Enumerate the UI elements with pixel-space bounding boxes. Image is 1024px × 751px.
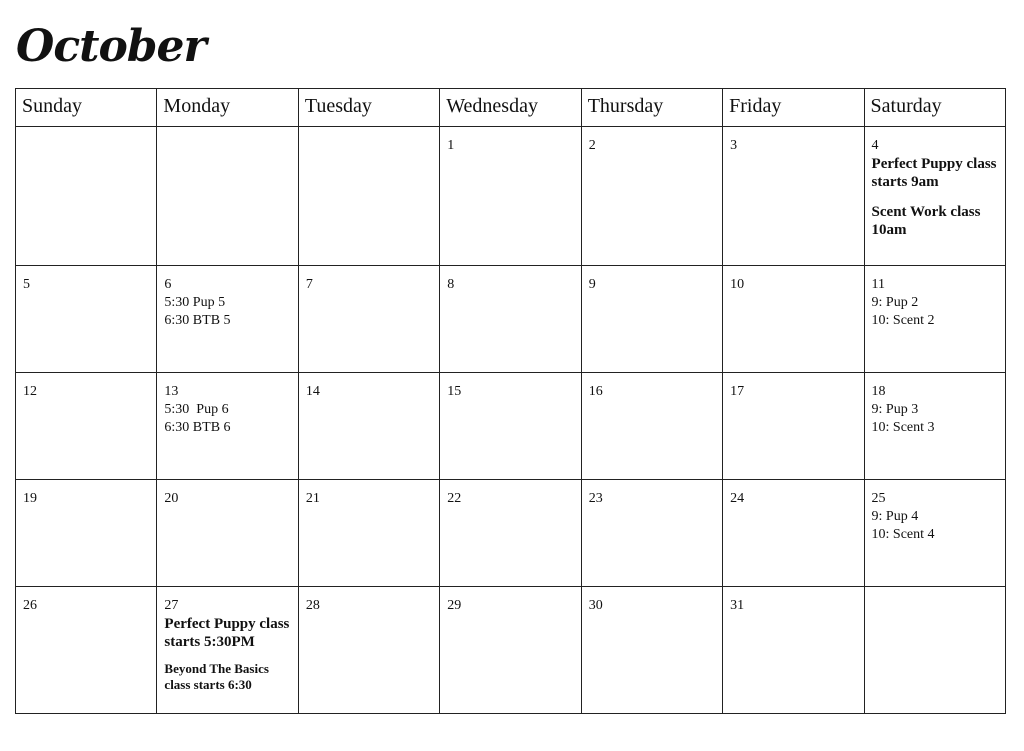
day-cell-content bbox=[440, 373, 580, 401]
day-cell-content bbox=[157, 480, 297, 508]
day-cell[interactable] bbox=[723, 266, 864, 373]
day-cell-content bbox=[865, 127, 1005, 239]
day-number: 14 bbox=[305, 384, 320, 399]
day-number: 26 bbox=[23, 598, 37, 613]
calendar-grid bbox=[15, 88, 1006, 714]
calendar-week-row bbox=[16, 266, 1006, 373]
calendar-week-row bbox=[16, 587, 1006, 714]
day-number: 8 bbox=[447, 277, 455, 292]
day-cell[interactable] bbox=[298, 480, 439, 587]
day-cell-content bbox=[865, 266, 1005, 330]
day-cell-content bbox=[440, 587, 580, 615]
day-cell[interactable] bbox=[864, 480, 1005, 587]
day-cell-content bbox=[157, 266, 297, 330]
day-cell[interactable] bbox=[864, 266, 1005, 373]
day-cell-content bbox=[157, 127, 297, 137]
day-cell[interactable] bbox=[298, 127, 439, 266]
day-number: 29 bbox=[447, 598, 462, 613]
day-cell[interactable] bbox=[298, 587, 439, 714]
day-cell-content bbox=[723, 587, 863, 615]
day-number: 16 bbox=[588, 384, 603, 399]
day-cell[interactable] bbox=[440, 480, 581, 587]
day-cell-content bbox=[16, 127, 156, 137]
day-cell-content bbox=[440, 127, 580, 155]
day-cell[interactable] bbox=[581, 127, 722, 266]
day-number: 22 bbox=[447, 491, 462, 506]
day-cell-content bbox=[723, 266, 863, 294]
day-cell-content bbox=[16, 373, 156, 401]
month-title: October bbox=[16, 21, 206, 72]
day-cell-content bbox=[723, 127, 863, 155]
weekday-header: Sunday bbox=[16, 89, 157, 127]
event-entry: 6:30 BTB 6 bbox=[164, 420, 231, 435]
day-cell-content bbox=[865, 587, 1005, 597]
event-entry: 10: Scent 4 bbox=[871, 527, 935, 542]
day-cell-content bbox=[582, 266, 722, 294]
day-number: 9 bbox=[588, 277, 596, 292]
day-cell[interactable] bbox=[157, 587, 298, 714]
day-cell[interactable] bbox=[581, 587, 722, 714]
class-start-event: Scent Work class 10am bbox=[871, 204, 981, 238]
day-cell-content bbox=[16, 587, 156, 615]
event-entry: 9: Pup 4 bbox=[871, 509, 919, 524]
day-number: 30 bbox=[588, 598, 603, 613]
day-number: 4 bbox=[871, 138, 879, 153]
day-cell[interactable] bbox=[16, 587, 157, 714]
day-number: 11 bbox=[871, 277, 886, 292]
day-number: 13 bbox=[164, 384, 179, 399]
day-cell[interactable] bbox=[298, 373, 439, 480]
day-cell[interactable] bbox=[16, 266, 157, 373]
day-cell[interactable] bbox=[723, 480, 864, 587]
day-number: 3 bbox=[730, 138, 738, 153]
day-cell-content bbox=[723, 373, 863, 401]
day-cell[interactable] bbox=[157, 373, 298, 480]
day-cell-content bbox=[299, 266, 439, 294]
day-cell-content bbox=[299, 373, 439, 401]
day-cell-content bbox=[16, 266, 156, 294]
day-cell[interactable] bbox=[16, 373, 157, 480]
day-cell-content bbox=[299, 587, 439, 615]
day-number: 5 bbox=[23, 277, 30, 292]
day-cell-content bbox=[440, 266, 580, 294]
day-number: 23 bbox=[588, 491, 603, 506]
event-entry: 9: Pup 3 bbox=[871, 402, 919, 417]
day-cell[interactable] bbox=[581, 266, 722, 373]
weekday-header: Wednesday bbox=[440, 89, 581, 127]
day-cell-content bbox=[157, 373, 297, 437]
day-cell[interactable] bbox=[440, 587, 581, 714]
day-cell[interactable] bbox=[864, 587, 1005, 714]
day-number: 2 bbox=[588, 138, 596, 153]
day-number: 15 bbox=[447, 384, 462, 399]
calendar-week-row bbox=[16, 480, 1006, 587]
day-cell-content bbox=[582, 480, 722, 508]
day-cell[interactable] bbox=[864, 373, 1005, 480]
weekday-header: Thursday bbox=[581, 89, 722, 127]
day-number: 19 bbox=[23, 491, 37, 506]
weekday-header: Monday bbox=[157, 89, 298, 127]
day-number: 1 bbox=[447, 138, 455, 153]
class-start-event: Perfect Puppy class starts 9am bbox=[871, 156, 997, 190]
day-cell[interactable] bbox=[440, 266, 581, 373]
day-number: 24 bbox=[730, 491, 745, 506]
day-cell[interactable] bbox=[157, 480, 298, 587]
day-number: 20 bbox=[164, 491, 179, 506]
event-entry: 6:30 BTB 5 bbox=[164, 313, 231, 328]
day-cell[interactable] bbox=[157, 266, 298, 373]
day-number: 28 bbox=[305, 598, 320, 613]
day-cell[interactable] bbox=[157, 127, 298, 266]
day-cell[interactable] bbox=[581, 373, 722, 480]
day-number: 6 bbox=[164, 277, 172, 292]
day-number: 18 bbox=[871, 384, 886, 399]
day-cell-content bbox=[16, 480, 156, 508]
day-number: 7 bbox=[305, 277, 313, 292]
day-cell[interactable] bbox=[16, 480, 157, 587]
day-cell[interactable] bbox=[440, 373, 581, 480]
day-number: 31 bbox=[730, 598, 745, 613]
day-number: 17 bbox=[730, 384, 745, 399]
class-start-event: Perfect Puppy class starts 5:30PM bbox=[164, 616, 290, 650]
event-entry: 10: Scent 3 bbox=[871, 420, 935, 435]
day-number: 12 bbox=[23, 384, 37, 399]
event-entry: 5:30 Pup 6 bbox=[164, 402, 229, 417]
day-cell-content bbox=[723, 480, 863, 508]
day-cell-content bbox=[299, 127, 439, 137]
day-cell-content bbox=[865, 480, 1005, 544]
day-cell[interactable] bbox=[440, 127, 581, 266]
day-number: 27 bbox=[164, 598, 179, 613]
day-cell[interactable] bbox=[723, 587, 864, 714]
day-number: 21 bbox=[305, 491, 320, 506]
weekday-header-row bbox=[16, 89, 1006, 127]
day-cell[interactable] bbox=[581, 480, 722, 587]
day-cell[interactable] bbox=[723, 127, 864, 266]
day-cell[interactable] bbox=[723, 373, 864, 480]
day-cell[interactable] bbox=[864, 127, 1005, 266]
day-cell-content bbox=[440, 480, 580, 508]
class-start-event: Beyond The Basics class starts 6:30 bbox=[164, 661, 269, 692]
calendar-week-row bbox=[16, 373, 1006, 480]
calendar-week-row bbox=[16, 127, 1006, 266]
day-cell-content bbox=[299, 480, 439, 508]
day-cell[interactable] bbox=[16, 127, 157, 266]
weekday-header: Tuesday bbox=[298, 89, 439, 127]
event-entry: 9: Pup 2 bbox=[871, 295, 919, 310]
day-number: 10 bbox=[730, 277, 745, 292]
event-entry: 10: Scent 2 bbox=[871, 313, 935, 328]
weekday-header: Saturday bbox=[864, 89, 1005, 127]
day-cell-content bbox=[582, 373, 722, 401]
day-cell[interactable] bbox=[298, 266, 439, 373]
event-entry: 5:30 Pup 5 bbox=[164, 295, 226, 310]
weekday-header: Friday bbox=[723, 89, 864, 127]
day-cell-content bbox=[582, 127, 722, 155]
day-number: 25 bbox=[871, 491, 886, 506]
day-cell-content bbox=[157, 587, 297, 693]
day-cell-content bbox=[865, 373, 1005, 437]
day-cell-content bbox=[582, 587, 722, 615]
